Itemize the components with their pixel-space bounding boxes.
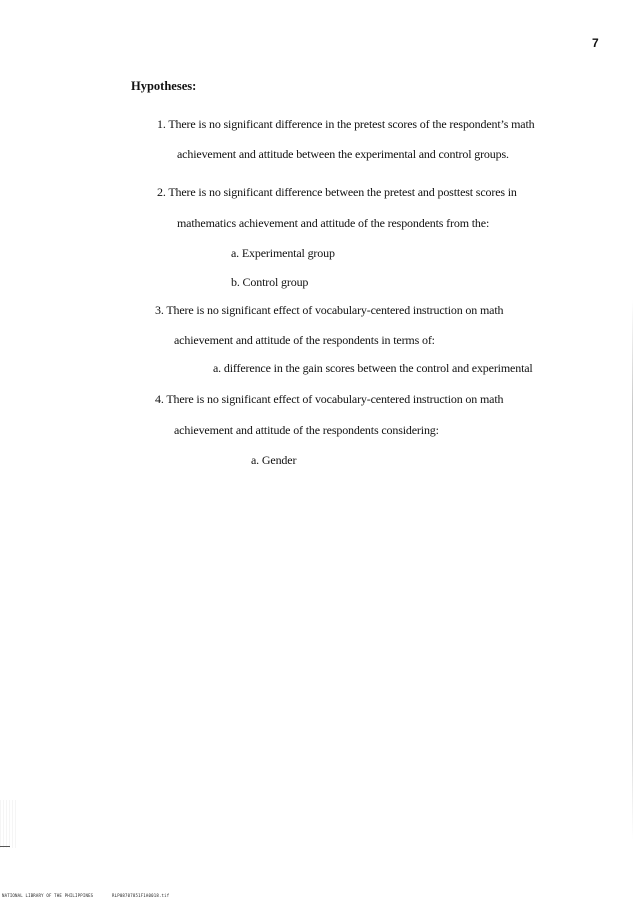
hypothesis-1-line-1: 1. There is no significant difference in the pretest scores of the respondent’s math <box>157 117 535 131</box>
hypothesis-2-line-2: mathematics achievement and attitude of the respondents from the: <box>177 216 490 230</box>
hypothesis-2-subitem-b: b. Control group <box>231 275 309 289</box>
scan-mark <box>0 846 10 847</box>
footer-library: NATIONAL LIBRARY OF THE PHILIPPINES <box>2 893 94 898</box>
footer-file: RLP08707851F1A0018.tif <box>112 893 170 898</box>
hypothesis-4-line-2: achievement and attitude of the respondents considering: <box>174 423 439 437</box>
hypothesis-2-subitem-a: a. Experimental group <box>231 246 335 260</box>
scan-edge-left <box>0 800 16 848</box>
hypothesis-3-line-1: 3. There is no significant effect of vocabulary-centered instruction on math <box>155 303 504 317</box>
page-number: 7 <box>592 36 599 50</box>
hypothesis-3-subitem-a: a. difference in the gain scores between the control and experimental <box>213 361 533 375</box>
hypothesis-4-line-1: 4. There is no significant effect of vocabulary-centered instruction on math <box>155 392 504 406</box>
hypothesis-4-subitem-a: a. Gender <box>251 453 297 467</box>
hypothesis-2-line-1: 2. There is no significant difference between the pretest and posttest scores in <box>157 185 517 199</box>
scan-edge-right <box>632 300 633 840</box>
hypothesis-3-line-2: achievement and attitude of the respondents in terms of: <box>174 333 435 347</box>
section-heading: Hypotheses: <box>131 79 197 93</box>
hypothesis-1-line-2: achievement and attitude between the experimental and control groups. <box>177 147 509 161</box>
